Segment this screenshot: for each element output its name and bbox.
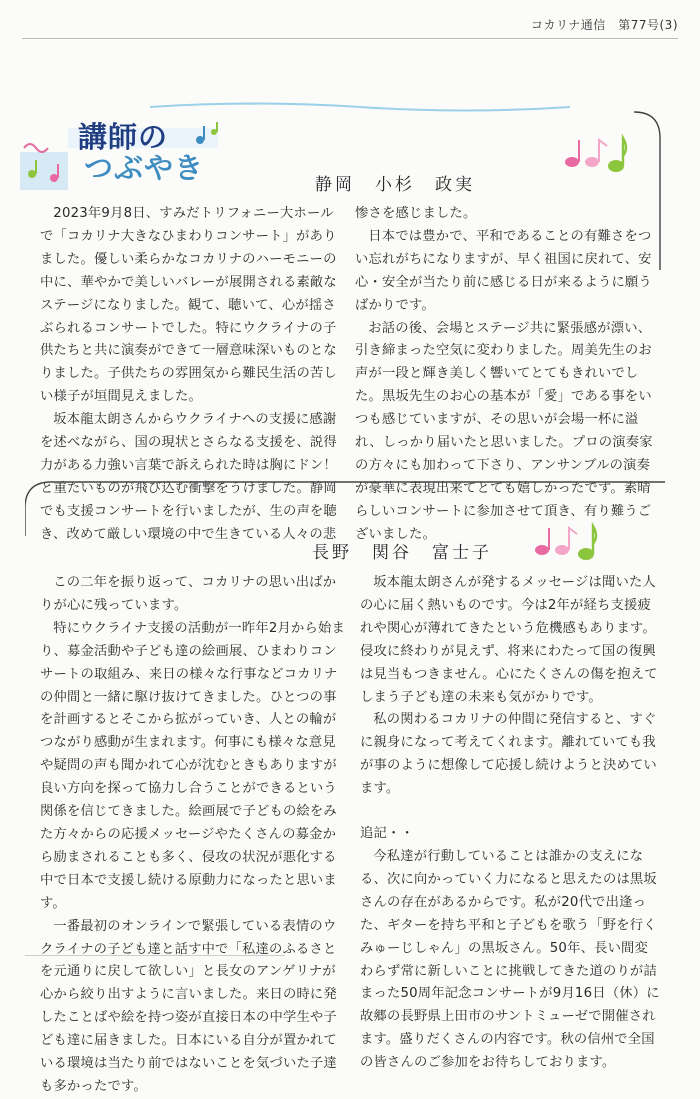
running-header: コカリナ通信 第77号(3) xyxy=(530,18,678,32)
music-note-icon xyxy=(560,132,630,180)
article2-paragraph: この二年を振り返って、コカリナの思い出ばかりが心に残っています。 xyxy=(40,575,337,613)
postscript-label: 追記・・ xyxy=(360,826,414,842)
article2-paragraph: 一番最初のオンラインで緊張している表情のウクライナの子ども達と話す中で「私達のふるさとを元通りに戻して欲しい」と長女のアンゲリナが心から絞り出すように言いました。来日の時に発したことばや絵を持つ姿が直接日本の中学生や子ども達に届きました。日本にいる自分が置かれている環境は当たり前ではないことを気づいた子達も多かったです。 xyxy=(40,918,337,1094)
header-rule xyxy=(22,38,678,39)
article2-column-left xyxy=(40,572,345,1099)
article1-paragraph: 日本では豊かで、平和であることの有難さをつい忘れがちになりますが、早く祖国に戻れて、安心・安全が当たり前に感じる日が来るように願うばかりです。 xyxy=(355,228,652,313)
title-line-2: つぶやき xyxy=(84,151,205,185)
music-note-icon xyxy=(530,520,600,568)
article2-column-right xyxy=(360,572,660,1075)
article2-paragraph: 特にウクライナ支援の活動が一昨年2月から始まり、募金活動や子ども達の絵画展、ひまわりコンサートの取組み、来日の様々な行事などコカリナの仲間と一緒に駆け抜けてきました。ひとつの事を計画するとそこから拡がっていき、人との輪がつながり感動が生まれます。何事にも様々な意見や疑問の声も聞かれて心が沈むときもありますが良い方向を探って協力し合うことができるという関係を信じてきました。絵画展で子どもの絵をみた方々からの応援メッセージやたくさんの募金から励まされることも多く、侵攻の状況が悪化する中で日本で支援し続ける原動力になったと思います。 xyxy=(40,620,345,911)
bottom-rule xyxy=(25,955,285,956)
title-line-1: 講師の xyxy=(78,120,169,154)
article1-paragraph: 坂本龍太朗さんからウクライナへの支援に感謝を述べながら、国の現状とさらなる支援を、説得力がある力強い言葉で訴えられた時は胸にドン！と重たいものが飛び込む衝撃をうけました。静岡でも支援コンサートを行いましたが、生の声を聴き、改めて厳しい環境の中で生きている人々の悲 xyxy=(40,412,337,542)
article1-paragraph: お話の後、会場とステージ共に緊張感が漂い、引き締まった空気に変わりました。周美先生のお声が一段と輝き美しく響いてとてもきれいでした。黒坂先生のお心の基本が「愛」である事をいつも感じていますが、その思いが会場一杯に溢れ、しっかり届いたと思いました。プロの演奏家の方々にも加わって下さり、アンサンブルの演奏が豪華に表現出来てとても嬉しかったです。素晴らしいコンサートに参加させて頂き、有り難うございました。 xyxy=(355,320,653,542)
section-title xyxy=(78,122,204,184)
article1-paragraph: 惨さを感じました。 xyxy=(355,206,477,221)
article2-paragraph: 私の関わるコカリナの仲間に発信すると、すぐに親身になって考えてくれます。離れていても我が事のように想像して応援し続けようと決めています。 xyxy=(360,712,657,797)
article1-paragraph: 2023年9月8日、すみだトリフォニー大ホールで「コカリナ大きなひまわりコンサート」がありました。優しい柔らかなコカリナのハーモニーの中に、華やかで美しいバレーが展開される素敵なステージになりました。観て、聴いて、心が揺さぶられるコンサートでした。特にウクライナの子供たちと共に演奏ができて一層意味深いものとなりました。子供たちの雰囲気から難民生活の苦しい様子が垣間見えました。 xyxy=(40,206,337,405)
article1-author: 静岡 小杉 政実 xyxy=(315,175,475,195)
article2-author: 長野 関谷 富士子 xyxy=(312,543,492,563)
article2-paragraph: 今私達が行動していることは誰かの支えになる、次に向かっていく力になると思えたのは黒坂さんの存在があるからです。私が20代で出逢った、ギターを持ち平和と子どもを歌う「野を行くみゅーじしゃん」の黒坂さん。50年、長い間変わらず常に新しいことに挑戦してきた道のりが詰まった50周年記念コンサートが9月16日（休）に故郷の長野県上田市のサントミューゼで開催されます。盛りだくさんの内容です。秋の信州で全国の皆さんのご参加をお待ちしております。 xyxy=(360,848,660,1071)
article2-paragraph: 坂本龍太朗さんが発するメッセージは聞いた人の心に届く熱いものです。今は2年が経ち支援疲れや関心が薄れてきたという危機感もあります。侵攻に終わりが見えず、将来にわたって国の復興は見当もつきません。心にたくさんの傷を抱えてしまう子ども達の未来も気がかりです。 xyxy=(360,575,658,705)
decorative-wave xyxy=(150,100,570,114)
